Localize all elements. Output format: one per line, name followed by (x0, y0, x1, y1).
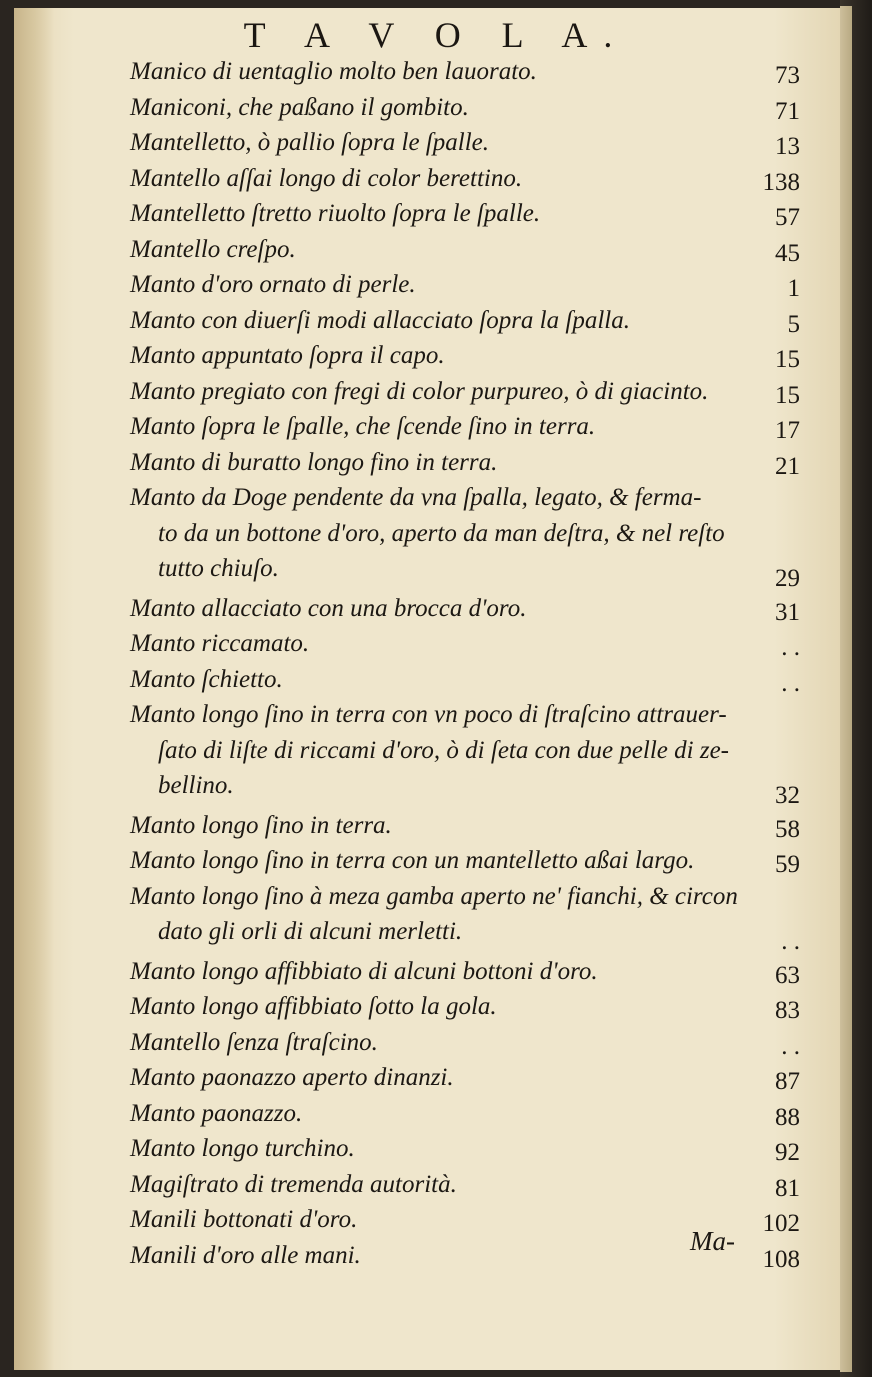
entry-line: Mantello aſſai longo di color berettino. (130, 164, 523, 192)
entry-line: Manto longo affibbiato ſotto la gola. (130, 993, 497, 1020)
page-number: 31 (775, 598, 800, 626)
index-entry (0, 881, 872, 955)
page-number: 88 (775, 1103, 800, 1131)
entry-line: Manico di uentaglio molto ben lauorato. (130, 58, 537, 85)
index-entry (0, 411, 872, 447)
entry-line: Mantello ſenza ſtraſcino. (130, 1028, 378, 1056)
index-entry (0, 447, 872, 483)
page-number: 29 (775, 565, 800, 592)
index-entry (0, 699, 872, 809)
page-number: 58 (775, 815, 800, 843)
page-number: 57 (775, 204, 800, 231)
index-entry (0, 127, 872, 163)
entry-line: Manili d'oro alle mani. (130, 1241, 361, 1269)
page-number: 87 (775, 1068, 800, 1095)
index-entry (0, 163, 872, 199)
index-entry (0, 664, 872, 700)
index-entry (0, 1098, 872, 1134)
page-number: 21 (775, 452, 800, 480)
page-number: 15 (775, 346, 800, 373)
page-number: 108 (762, 1245, 800, 1273)
index-entry (0, 305, 872, 341)
page-number: 92 (775, 1139, 800, 1166)
entry-line: Manto pregiato con fregi di color purpureo, ò di giacinto. (130, 377, 709, 405)
page-number: . . (781, 634, 800, 661)
entry-line: Manto longo ſino in terra. (130, 811, 392, 839)
index-entry (0, 92, 872, 128)
entry-line: Manto d'oro ornato di perle. (130, 271, 416, 298)
entry-line: Manto longo ſino in terra con vn poco di ſtraſcino attrauer- (130, 701, 727, 728)
index-entry (0, 1133, 872, 1169)
page-number: 13 (775, 133, 800, 160)
page-number: 1 (787, 275, 800, 302)
entry-line: Manili bottonati d'oro. (130, 1206, 358, 1233)
page-number: . . (781, 669, 800, 697)
index-entry (0, 1027, 872, 1063)
entry-line: Manto riccamato. (130, 630, 310, 657)
entry-line: to da un bottone d'oro, aperto da man deſtra, & nel reſto (158, 519, 725, 547)
entry-line: Manto longo affibbiato di alcuni bottoni d'oro. (130, 957, 598, 985)
entry-line: Manto da Doge pendente da vna ſpalla, legato, & ferma- (130, 484, 702, 511)
page-number: 17 (775, 417, 800, 444)
entry-line: Manto allacciato con una brocca d'oro. (130, 594, 527, 622)
index-entry (0, 234, 872, 270)
index-entry (0, 1240, 872, 1276)
page-number: 138 (762, 168, 800, 196)
page-number: 73 (775, 62, 800, 89)
page-number: 5 (787, 310, 800, 338)
index-entry (0, 810, 872, 846)
entry-line: Manto longo ſino in terra con un mantelletto aßai largo. (130, 847, 695, 874)
page-number: 71 (775, 97, 800, 125)
page-number: 59 (775, 851, 800, 878)
page-number: 63 (775, 961, 800, 989)
page-number: 32 (775, 782, 800, 809)
index-entry (0, 1169, 872, 1205)
entry-line: Mantello creſpo. (130, 235, 296, 263)
index-entry (0, 269, 872, 305)
entry-line: Mantelletto ſtretto riuolto ſopra le ſpalle. (130, 200, 541, 227)
entry-line: Manto ſchietto. (130, 665, 283, 693)
running-head: T A V O L A. (243, 15, 629, 55)
index-entry (0, 376, 872, 412)
catchword: Ma- (690, 1226, 735, 1256)
index-entry (0, 956, 872, 992)
entry-line: Magiſtrato di tremenda autorità. (130, 1170, 457, 1198)
entry-line: ſato di liſte di riccami d'oro, ò di ſeta con due pelle di ze- (158, 736, 729, 764)
index-entry (0, 198, 872, 234)
page-number: . . (781, 928, 800, 955)
entry-line: bellino. (158, 772, 234, 799)
index-entry (0, 991, 872, 1027)
index-entry (0, 593, 872, 629)
entry-line: tutto chiuſo. (158, 555, 279, 582)
entry-line: Manto paonazzo. (130, 1099, 303, 1127)
entry-line: Manto longo ſino à meza gamba aperto ne' fianchi, & circon (130, 882, 738, 910)
index-entry (0, 340, 872, 376)
index-entry (0, 482, 872, 592)
entry-line: dato gli orli di alcuni merletti. (158, 918, 463, 945)
page-number: 102 (762, 1210, 800, 1237)
page-number: 15 (775, 381, 800, 409)
index-entry (0, 628, 872, 664)
index-entry (0, 56, 872, 92)
page-number: 83 (775, 997, 800, 1024)
entry-line: Manto ſopra le ſpalle, che ſcende ſino in terra. (130, 413, 596, 440)
entry-line: Mantelletto, ò pallio ſopra le ſpalle. (130, 129, 489, 156)
entry-line: Manto di buratto longo fino in terra. (130, 448, 498, 476)
entry-line: Manto paonazzo aperto dinanzi. (130, 1064, 454, 1091)
entry-line: Manto longo turchino. (130, 1135, 355, 1162)
index-entry (0, 845, 872, 881)
page-number: 45 (775, 239, 800, 267)
page-number: 81 (775, 1174, 800, 1202)
entry-line: Manto appuntato ſopra il capo. (130, 342, 445, 369)
entry-line: Manto con diuerſi modi allacciato ſopra la ſpalla. (130, 306, 630, 334)
entry-line: Maniconi, che paßano il gombito. (130, 93, 469, 121)
page-number: . . (781, 1032, 800, 1060)
index-entry (0, 1204, 872, 1240)
index-entry (0, 1062, 872, 1098)
